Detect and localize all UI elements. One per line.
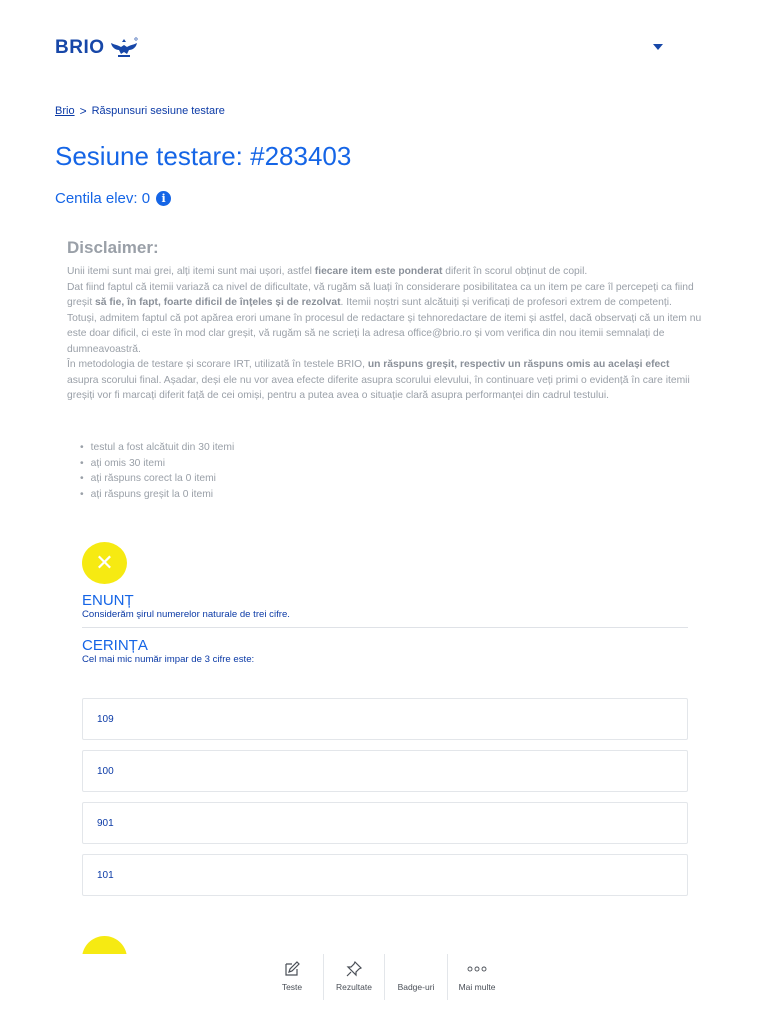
pin-icon — [345, 960, 363, 978]
disclaimer-section — [67, 238, 703, 404]
nav-item-teste[interactable] — [270, 954, 314, 998]
breadcrumb — [55, 104, 225, 118]
list-item: • ați omis 30 itemi — [80, 456, 234, 472]
edit-icon — [283, 960, 301, 978]
divider — [82, 627, 688, 628]
chevron-down-icon[interactable] — [652, 42, 664, 52]
answer-option[interactable]: 100 — [82, 750, 688, 792]
test-stats-list — [80, 440, 234, 502]
bottom-nav — [0, 954, 768, 1024]
disclaimer-text: Unii itemi sunt mai grei, alți itemi sunt mai ușori, astfel fiecare item este ponderat diferit în scorul obținut de copil. Dat fiind faptul că itemii variază ca nivel de dificultate, vă rugăm să luați în considerare posibilitatea ca un item pe care îl percepeți ca fiind greșit să fie, în fapt, foarte dificil de înțeles și de rezolvat. Itemii noștri sunt alcătuiți și verificați de profesori extrem de competenți. Totuși, admitem faptul că pot apărea erori umane în procesul de redactare și tehnoredactare de itemi și astfel, dacă observați că un item nu este doar dificil, ci este în mod clar greșit, vă rugăm să ne scrieți la adresa office@brio.ro și vom verifica din nou itemii semnalați de dumneavoastră. În metodologia de testare și scorare IRT, utilizată în testele BRIO, un răspuns greșit, respectiv un răspuns omis au același efect asupra scorului final. Așadar, deși ele nu vor avea efecte diferite asupra scorului elevului, în continuare veți primi o evidență în care itemii greșiți vor fi marcați diferit față de cei omiși, pentru a putea avea o situație clară asupra performanței din cadrul testului. — [67, 266, 702, 401]
brio-logo[interactable] — [55, 36, 139, 60]
answer-option[interactable]: 109 — [82, 698, 688, 740]
omitted-status-icon: ✕ — [82, 542, 127, 584]
nav-label: Mai multe — [458, 982, 496, 992]
list-item: • ați răspuns greșit la 0 itemi — [80, 487, 234, 503]
breadcrumb-current: Răspunsuri sesiune testare — [91, 105, 225, 117]
list-item: • testul a fost alcătuit din 30 itemi — [80, 440, 234, 456]
eagle-crest-icon — [109, 36, 139, 60]
nav-item-mai-multe[interactable] — [453, 954, 501, 998]
centile-label: Centila elev: 0 — [55, 190, 151, 207]
page-title: Sesiune testare: #283403 — [55, 141, 352, 171]
nav-item-badge-uri[interactable] — [390, 954, 442, 998]
nav-label: Rezultate — [336, 982, 372, 992]
site-header — [0, 0, 768, 90]
statement-text: Considerăm şirul numerelor naturale de trei cifre. — [82, 609, 290, 620]
statement-label: ENUNȚ — [82, 592, 134, 609]
nav-divider — [323, 954, 324, 1000]
requirement-label: CERINȚA — [82, 637, 148, 654]
nav-label: Badge-uri — [397, 982, 435, 992]
nav-divider — [447, 954, 448, 1000]
list-item: • ați răspuns corect la 0 itemi — [80, 471, 234, 487]
breadcrumb-separator: > — [79, 104, 87, 118]
nav-divider — [384, 954, 385, 1000]
answer-option[interactable]: 901 — [82, 802, 688, 844]
nav-item-rezultate[interactable] — [330, 954, 378, 998]
info-icon[interactable]: i — [156, 191, 171, 206]
logo-text: BRIO — [55, 37, 105, 58]
centile-row — [55, 190, 171, 207]
answer-option[interactable]: 101 — [82, 854, 688, 896]
disclaimer-heading: Disclaimer: — [67, 238, 159, 257]
breadcrumb-home-link[interactable]: Brio — [55, 105, 75, 117]
question-card — [82, 542, 688, 665]
requirement-text: Cel mai mic număr impar de 3 cifre este: — [82, 654, 255, 665]
more-icon — [467, 960, 487, 978]
nav-label: Teste — [281, 982, 303, 992]
